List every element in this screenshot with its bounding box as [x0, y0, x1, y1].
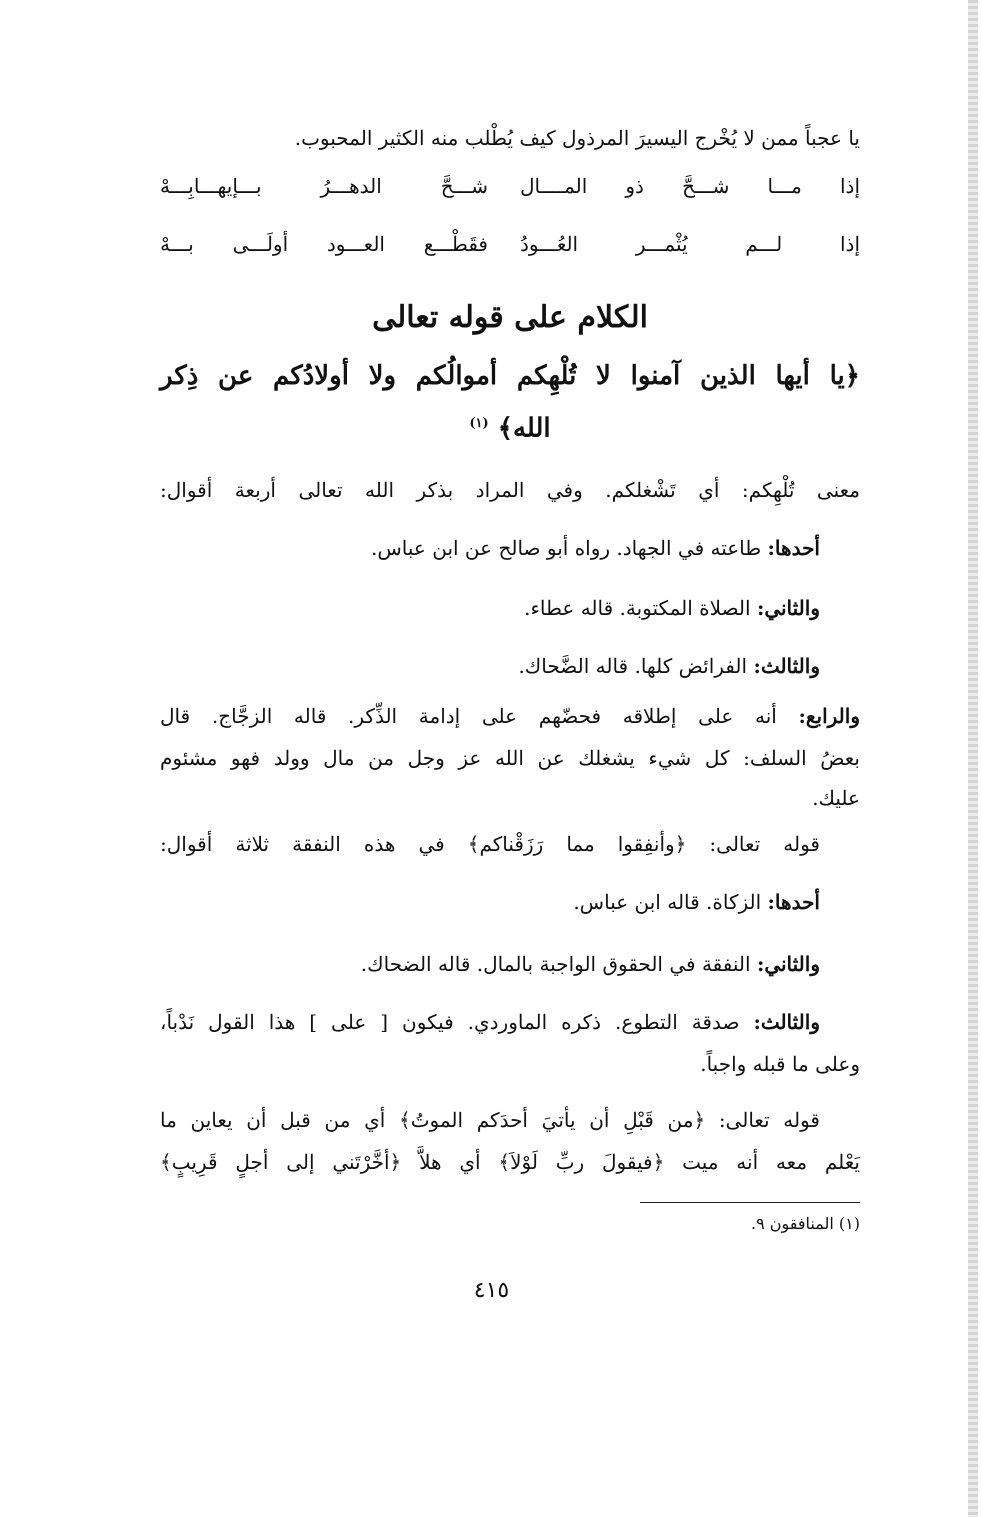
label: أحدها:	[767, 890, 820, 914]
label: أحدها:	[767, 536, 820, 560]
poem-hemistich: شـــحَّ الدهـــرُ بـــإيهـــابِـــهْ	[160, 174, 488, 198]
text-line	[160, 884, 860, 920]
verse-text: الله﴾	[497, 413, 551, 444]
text-line	[160, 946, 860, 982]
text: النفقة في الحقوق الواجبة بالمال. قاله الضحاك.	[360, 952, 757, 976]
text-line: يَعْلم معه أنه ميت ﴿فيقولَ ربِّ لَوْلاَ﴾ أي هلاَّ ﴿أخَّرْتَني إلى أجلٍ قَرِيبٍ﴾	[160, 1150, 860, 1174]
text-line	[160, 698, 860, 734]
text-line: معنى تُلْهِكم: أي تَشْغلكم. وفي المراد بذكر الله تعالى أربعة أقوال:	[160, 478, 860, 502]
label: والرابع:	[798, 704, 860, 728]
poem-hemistich: فقَطْـــع العـــود أولَـــى بـــهْ	[160, 232, 488, 256]
text-line: بعضُ السلف: كل شيء يشغلك عن الله عز وجل من مال وولد فهو مشئوم	[160, 746, 860, 770]
text-line: قوله تعالى: ﴿وأنفِقوا مما رَزَقْناكم﴾ في هذه النفقة ثلاثة أقوال:	[160, 832, 820, 856]
footnote: (١) المنافقون ٩.	[751, 1214, 860, 1233]
text: أنه على إطلاقه فحضّهم على إدامة الذِّكر. قاله الزجَّاج. قال	[160, 704, 799, 728]
text-line	[160, 1004, 860, 1040]
poem-hemistich: إذا لـــم يُثْمـــر العُـــودُ	[520, 232, 860, 256]
text-line	[160, 590, 860, 626]
poem-hemistich: إذا مـــا شـــحَّ ذو المــــال	[520, 174, 860, 198]
text-line: يا عجباً ممن لا يُخْرج اليسيرَ المرذول كيف يُطْلب منه الكثير المحبوب.	[294, 126, 860, 150]
footnote-separator	[640, 1202, 860, 1203]
poem-verse-2	[160, 226, 860, 262]
text: الفرائض كلها. قاله الضَّحاك.	[518, 654, 754, 678]
footnote-marker: (١)	[469, 416, 489, 431]
label: والثاني:	[756, 952, 820, 976]
quran-verse-heading: ﴿يا أيها الذين آمنوا لا تُلْهِكم أموالُكم ولا أولادُكم عن ذِكر	[160, 361, 860, 391]
text: الزكاة. قاله ابن عباس.	[573, 890, 768, 914]
text-line: وعلى ما قبله واجباً.	[700, 1052, 860, 1076]
label: والثاني:	[756, 596, 820, 620]
page-number: ٤١٥	[473, 1278, 510, 1303]
text-line	[160, 648, 860, 684]
section-title: الكلام على قوله تعالى	[372, 300, 648, 335]
text-line: قوله تعالى: ﴿من قَبْلِ أن يأتيَ أحدَكم الموتُ﴾ أي من قبل أن يعاين ما	[160, 1108, 820, 1132]
label: والثالث:	[753, 1010, 820, 1034]
text: طاعته في الجهاد. رواه أبو صالح عن ابن عباس.	[371, 536, 768, 560]
text: صدقة التطوع. ذكره الماوردي. فيكون [ على ] هذا القول نَدْباً،	[160, 1010, 754, 1034]
text-line: عليك.	[812, 786, 860, 810]
label: والثالث:	[753, 654, 820, 678]
text: الصلاة المكتوبة. قاله عطاء.	[524, 596, 757, 620]
poem-verse-1	[160, 168, 860, 204]
text-line	[160, 530, 860, 566]
quran-verse-heading-end	[160, 404, 860, 449]
